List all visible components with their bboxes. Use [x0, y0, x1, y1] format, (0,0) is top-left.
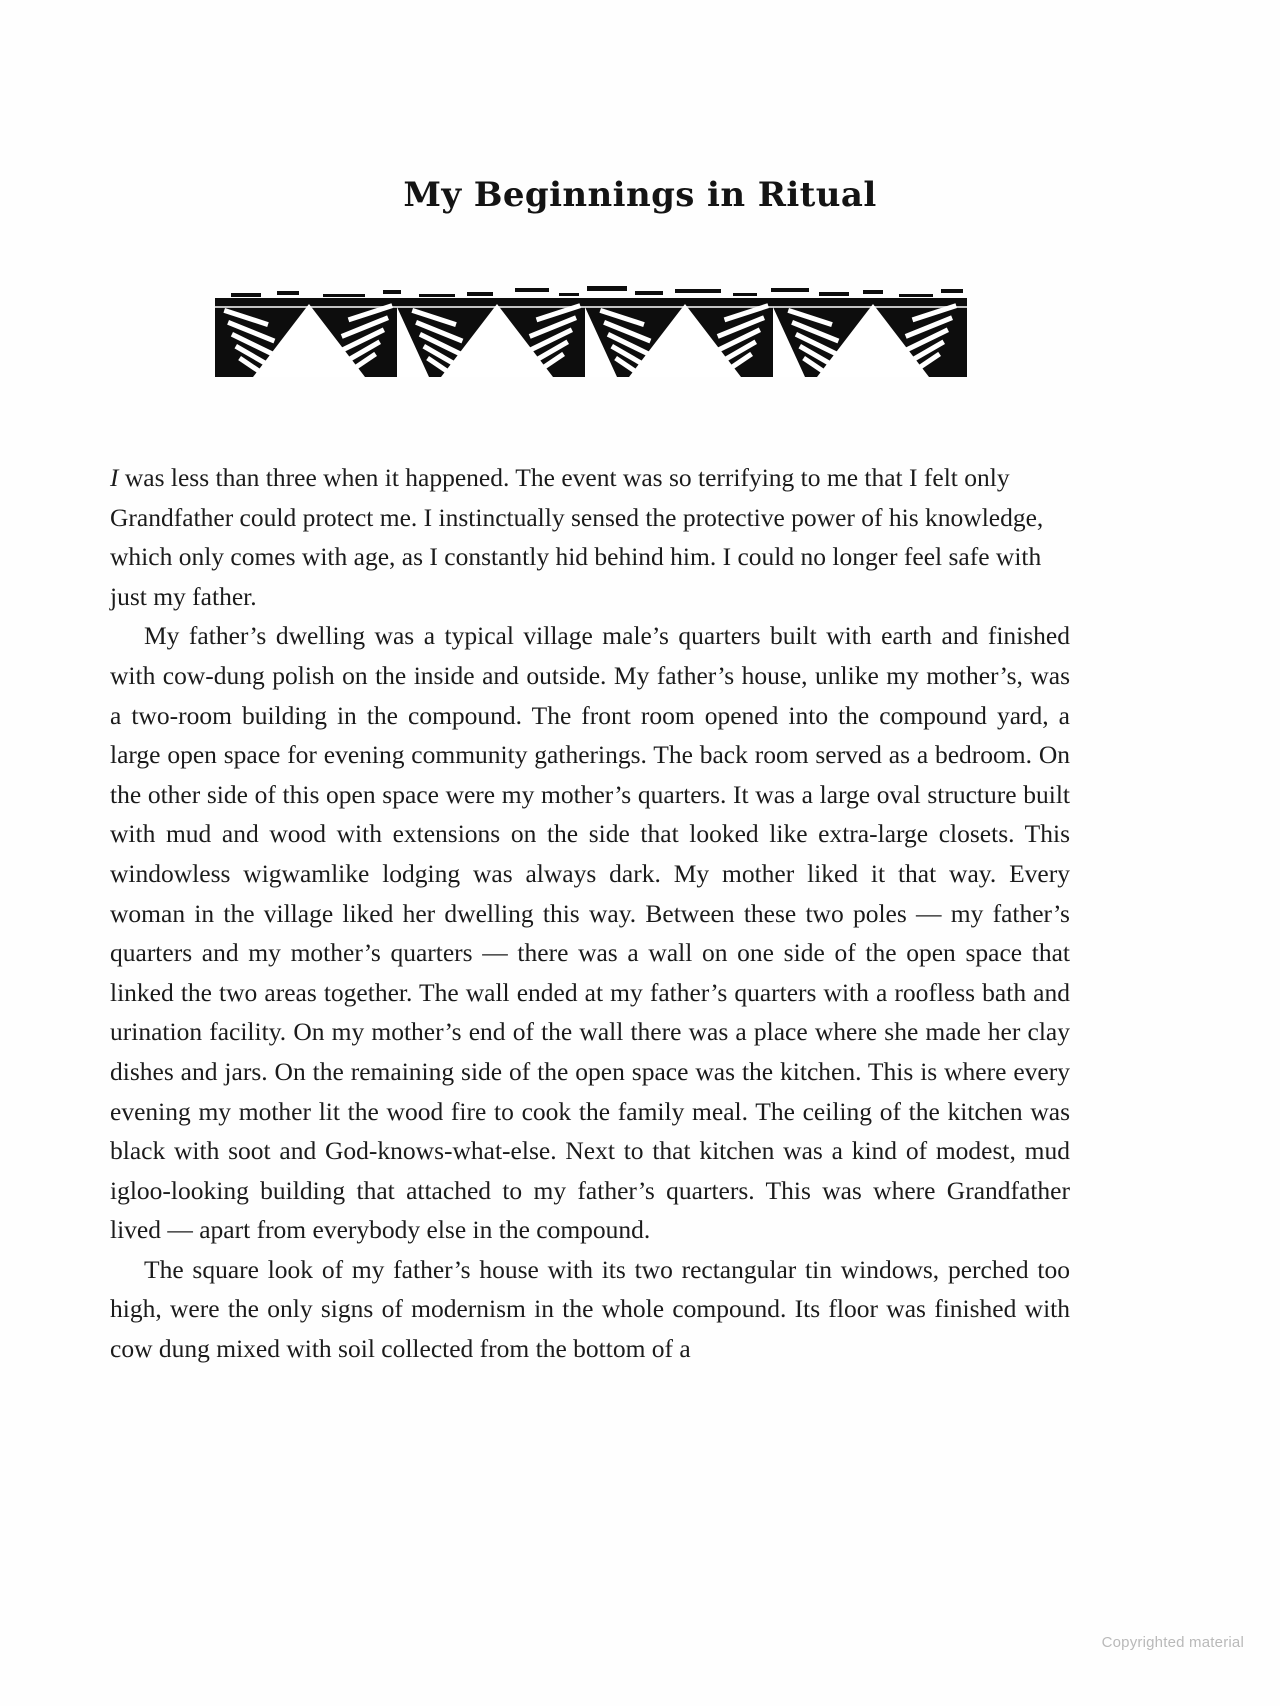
- copyright-watermark: Copyrighted material: [1101, 1634, 1244, 1651]
- page-title: My Beginnings in Ritual: [403, 174, 877, 215]
- paragraph-2: My father’s dwelling was a typical village male’s quarters built with earth and finished with cow-dung polish on the inside and outside. My father’s house, unlike my mother’s, was a two-room building in the compound. The front room opened into the compound yard, a large open space for evening community gatherings. The back room served as a bedroom. On the other side of this open space were my mother’s quarters. It was a large oval structure built with mud and wood with extensions on the side that looked like extra-large closets. This windowless wigwamlike lodging was always dark. My mother liked it that way. Every woman in the village liked her dwelling this way. Between these two poles — my father’s quarters and my mother’s quarters — there was a wall on one side of the open space that linked the two areas together. The wall ended at my father’s quarters with a roofless bath and urination facility. On my mother’s end of the wall there was a place where she made her clay dishes and jars. On the remaining side of the open space was the kitchen. This is where every evening my mother lit the wood fire to cook the family meal. The ceiling of the kitchen was black with soot and God-knows-what-else. Next to that kitchen was a kind of modest, mud igloo-looking building that attached to my father’s quarters. This was where Grandfather lived — apart from everybody else in the compound.: [110, 621, 1070, 1245]
- paragraph-1-text: was less than three when it happened. The event was so terrifying to me that I felt only Grandfather could protect me. I instinctually sensed the protective power of his knowledge, which only comes with age, as I constantly hid behind him. I could no longer feel safe with just my father.: [110, 463, 1044, 611]
- chapter-ornament: [215, 282, 967, 377]
- paragraph-initial: I: [110, 463, 119, 492]
- paragraph-3: The square look of my father’s house with its two rectangular tin windows, perched too high, were the only signs of modernism in the whole compound. Its floor was finished with cow dung mixed with soil collected from the bottom of a: [110, 1254, 1070, 1364]
- tribal-chevron-band-icon: [215, 282, 967, 377]
- paragraph-1: [110, 458, 1070, 616]
- body-text-column: [110, 458, 1070, 1369]
